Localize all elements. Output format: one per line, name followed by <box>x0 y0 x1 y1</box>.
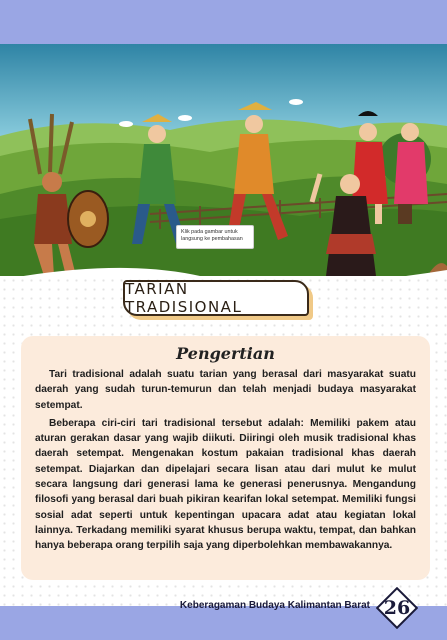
page-title: TARIAN TRADISIONAL <box>125 280 243 316</box>
footer-title: Keberagaman Budaya Kalimantan Barat <box>179 600 370 611</box>
paragraph-definition: Tari tradisional adalah suatu tarian yang berasal dari masyarakat suatu daerah yang sudah turun-temurun dan telah menjadi budaya masyarakat setempat. <box>35 369 416 411</box>
page-number: 26 <box>383 597 411 619</box>
section-heading: Pengertian <box>176 344 275 363</box>
top-band <box>0 0 447 44</box>
title-banner <box>123 280 309 316</box>
click-hint <box>176 225 254 249</box>
page-number-badge <box>376 587 418 629</box>
click-hint-text: Klik pada gambar untuk langsung ke pembahasan <box>181 229 243 242</box>
hero-bottom-curve <box>0 250 447 276</box>
paragraph-characteristics: Beberapa ciri-ciri tari tradisional tersebut adalah: Memiliki pakem atau aturan gerakan dasar yang wajib diikuti. Diiringi oleh musik tradisional khas daerah setempat. Mengenakan kostum pakaian tradisional khas daerah setempat. Diajarkan dan dipelajari secara lisan atau dari mulut ke mulut secara langsung dari generasi lama ke generasi penerusnya. Mengandung filosofi yang berasal dari buah pikiran kearifan lokal setempat. Memiliki fungsi sosial adat seperti untuk kepentingan upacara adat atau kegiatan lokal lainnya. Terkadang memiliki syarat khusus berupa waktu, tempat, dan bahkan hanya beberapa orang terpilih saja yang diperbolehkan membawakannya. <box>35 417 416 552</box>
definition-card <box>21 336 430 580</box>
